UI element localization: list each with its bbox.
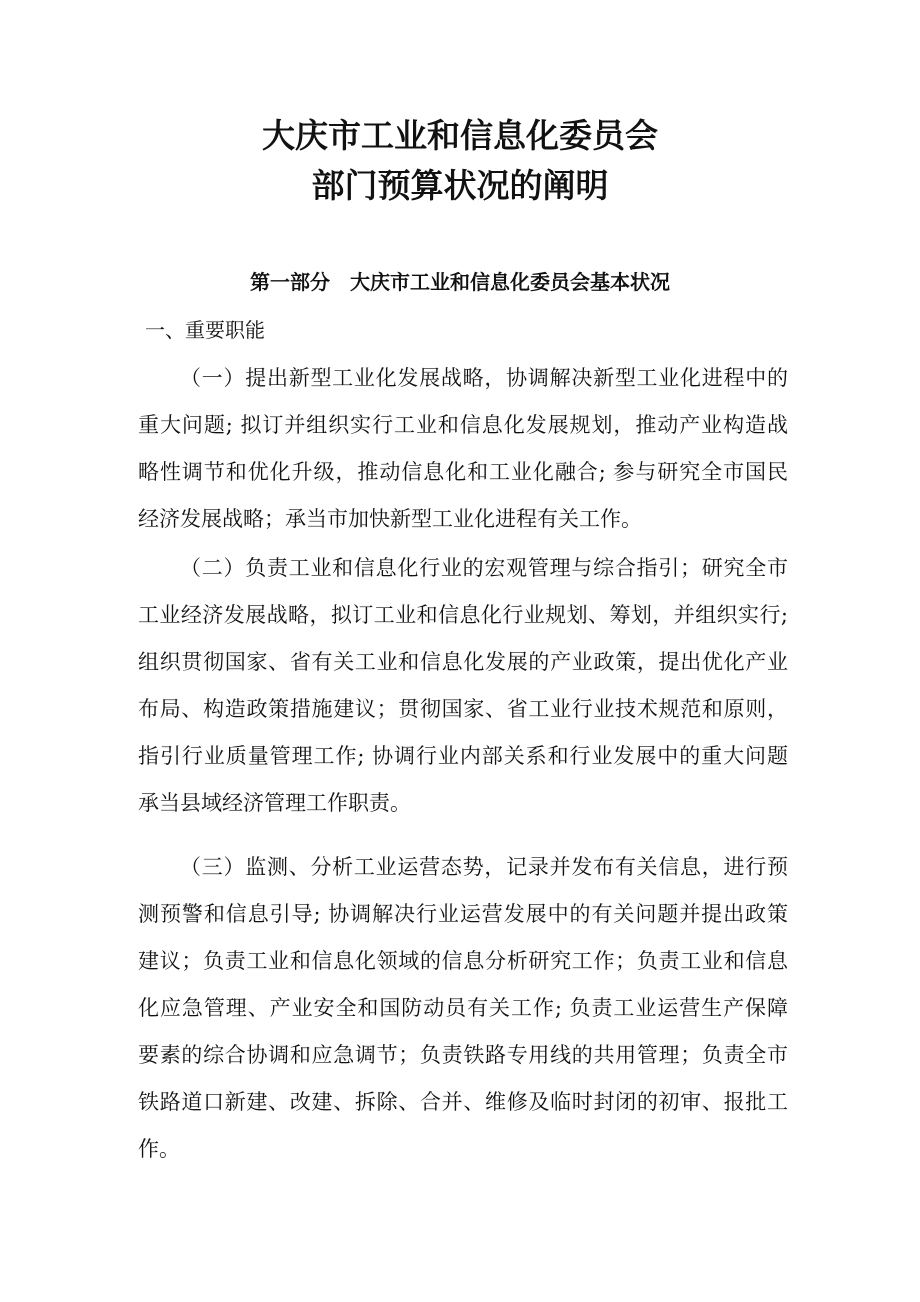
- document-title-line-1: 大庆市工业和信息化委员会: [262, 116, 658, 155]
- paragraph-line: （三）监测、分析工业运营态势，记录并发布有关信息，进行预: [180, 855, 788, 879]
- paragraph-line: （二）负责工业和信息化行业的宏观管理与综合指引；研究全市: [180, 556, 788, 580]
- paragraph-line: 铁路道口新建、改建、拆除、合并、维修及临时封闭的初审、报批工: [138, 1090, 788, 1114]
- paragraph-line: 化应急管理、产业安全和国防动员有关工作; 负责工业运营生产保障: [138, 996, 788, 1020]
- paragraph-line: 建议；负责工业和信息化领域的信息分析研究工作；负责工业和信息: [138, 949, 788, 973]
- paragraph-line: 作。: [138, 1137, 180, 1161]
- paragraph-line: 测预警和信息引导; 协调解决行业运营发展中的有关问题并提出政策: [138, 902, 788, 926]
- paragraph-line: 经济发展战略；承当市加快新型工业化进程有关工作。: [138, 507, 642, 531]
- paragraph-line: （一）提出新型工业化发展战略，协调解决新型工业化进程中的: [180, 366, 788, 390]
- paragraph-line: 承当县域经济管理工作职责。: [138, 791, 411, 815]
- paragraph-line: 组织贯彻国家、省有关工业和信息化发展的产业政策，提出优化产业: [138, 650, 788, 674]
- section-heading: 一、重要职能: [145, 318, 265, 342]
- paragraph-line: 略性调节和优化升级，推动信息化和工业化融合; 参与研究全市国民: [138, 460, 788, 484]
- paragraph-line: 重大问题; 拟订并组织实行工业和信息化发展规划，推动产业构造战: [138, 413, 788, 437]
- paragraph-line: 指引行业质量管理工作; 协调行业内部关系和行业发展中的重大问题: [138, 744, 788, 768]
- document-title-line-2: 部门预算状况的阐明: [311, 166, 609, 205]
- paragraph-line: 工业经济发展战略，拟订工业和信息化行业规划、筹划，并组织实行;: [138, 603, 788, 627]
- paragraph-line: 布局、构造政策措施建议；贯彻国家、省工业行业技术规范和原则，: [138, 697, 788, 721]
- part-heading: 第一部分 大庆市工业和信息化委员会基本状况: [250, 270, 670, 294]
- paragraph-line: 要素的综合协调和应急调节；负责铁路专用线的共用管理；负责全市: [138, 1043, 788, 1067]
